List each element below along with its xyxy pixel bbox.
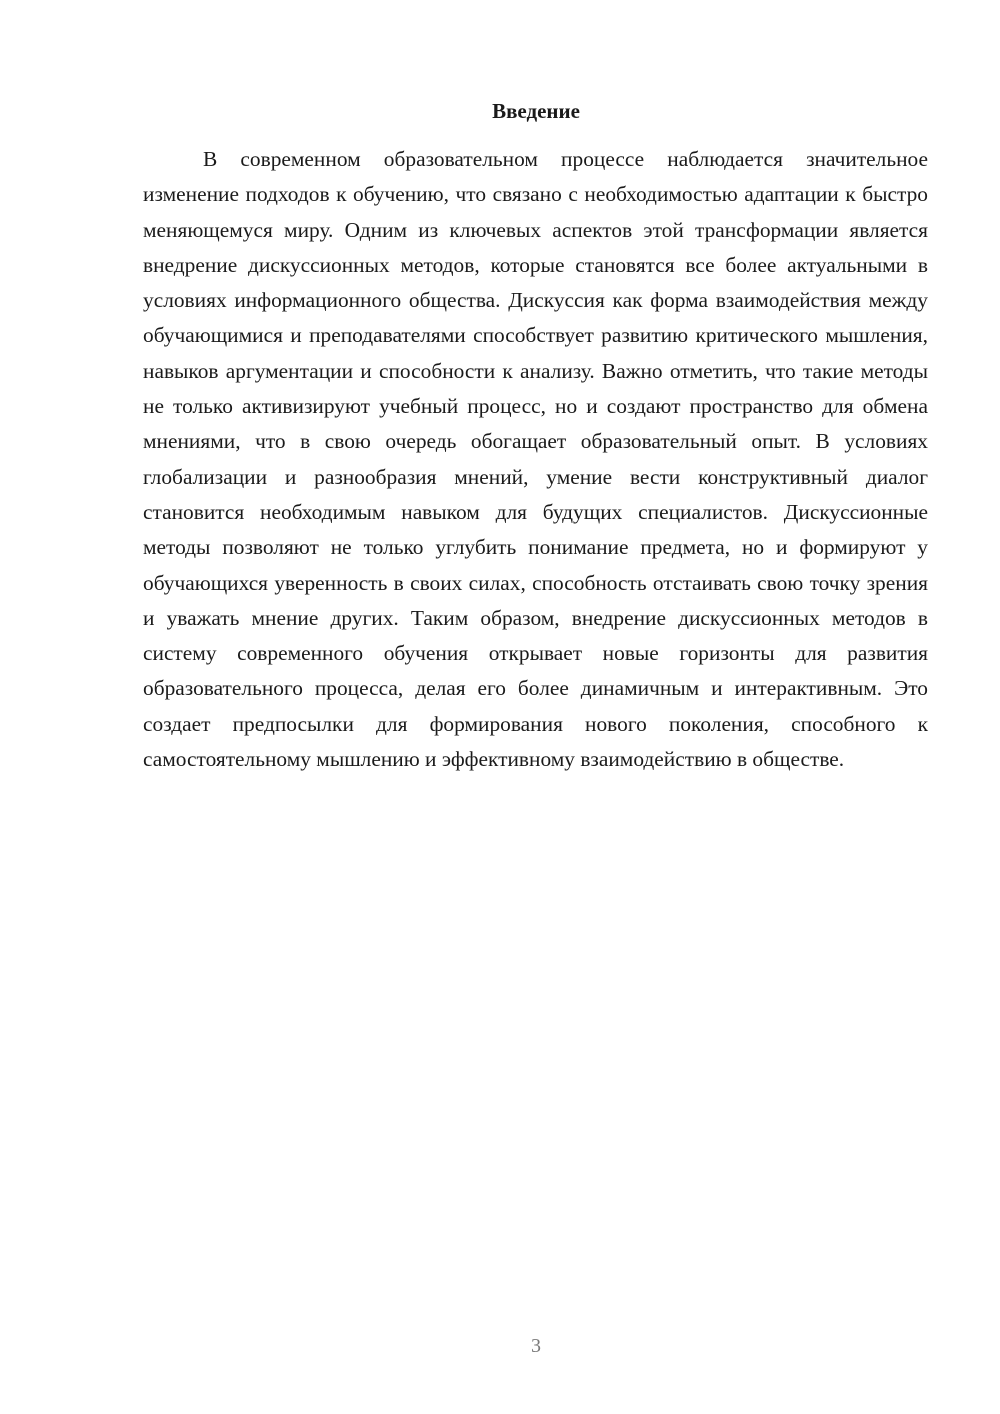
- section-heading: Введение: [492, 99, 580, 123]
- body-paragraph: В современном образовательном процессе наблюдается значительное изменение подходов к обучению, что связано с необходимостью адаптации к быстро меняющемуся миру. Одним из ключевых аспектов этой трансформации является внедрение дискуссионных методов, которые становятся все более актуальными в условиях информационного общества. Дискуссия как форма взаимодействия между обучающимися и преподавателями способствует развитию критического мышления, навыков аргументации и способности к анализу. Важно отметить, что такие методы не только активизируют учебный процесс, но и создают пространство для обмена мнениями, что в свою очередь обогащает образовательный опыт. В условиях глобализации и разнообразия мнений, умение вести конструктивный диалог становится необходимым навыком для будущих специалистов. Дискуссионные методы позволяют не только углубить понимание предмета, но и формируют у обучающихся уверенность в своих силах, способность отстаивать свою точку зрения и уважать мнение других. Таким образом, внедрение дискуссионных методов в систему современного обучения открывает новые горизонты для развития образовательного процесса, делая его более динамичным и интерактивным. Это создает предпосылки для формирования нового поколения, способного к самостоятельному мышлению и эффективному взаимодействию в обществе.: [143, 147, 928, 772]
- page-number: 3: [531, 1335, 541, 1357]
